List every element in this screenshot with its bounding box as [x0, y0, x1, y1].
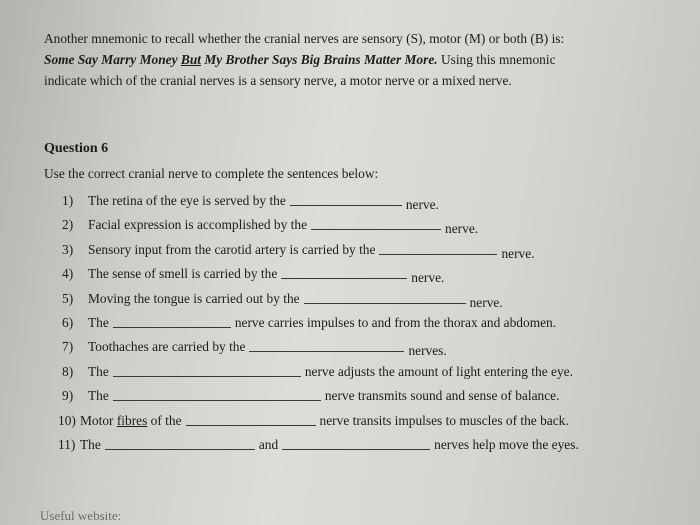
mnemonic-text: Some Say Marry Money: [44, 52, 181, 67]
item-text-after: nerves help move the eyes.: [434, 436, 579, 452]
item-text-underlined: fibres: [116, 412, 148, 428]
question-items: [58, 193, 662, 461]
question-item-2: [62, 217, 662, 241]
intro-line-2: [44, 49, 644, 70]
intro-instruction: indicate which of the cranial nerves is a sensory nerve, a motor nerve or a mixed nerve.: [44, 73, 512, 88]
intro-line-2-rest: Using this mnemonic: [437, 52, 556, 67]
answer-blank[interactable]: [311, 217, 441, 230]
item-number: 5): [62, 290, 74, 306]
answer-blank[interactable]: [113, 388, 321, 401]
item-number: 11): [58, 436, 76, 452]
item-text-after: nerve.: [469, 294, 503, 310]
question-instruction: Use the correct cranial nerve to complete the sentences below:: [44, 166, 379, 181]
item-number: 2): [62, 217, 74, 233]
question-item-8: [62, 364, 662, 388]
item-text: Sensory input from the carotid artery is carried by the: [88, 241, 376, 257]
item-text-after: nerve transits impulses to muscles of the back.: [319, 412, 569, 428]
item-text-after: nerve.: [501, 245, 535, 261]
item-number: 1): [62, 193, 74, 208]
item-text: Toothaches are carried by the: [88, 339, 246, 355]
question-item-10: [58, 413, 662, 437]
question-item-3: [62, 242, 662, 266]
answer-blank[interactable]: [113, 364, 301, 377]
question-item-4: [62, 266, 662, 290]
question-item-6: [62, 315, 662, 339]
item-text-after: nerve.: [445, 221, 479, 237]
answer-blank[interactable]: [304, 291, 466, 304]
answer-blank[interactable]: [113, 315, 231, 328]
item-text-after: nerve transmits sound and sense of balance.: [324, 388, 560, 404]
item-text: The: [88, 363, 109, 379]
intro-line-1: [44, 28, 644, 49]
item-text-after: nerve adjusts the amount of light entering the eye.: [304, 363, 573, 379]
item-number: 9): [62, 388, 74, 404]
item-text: The retina of the eye is served by the: [88, 193, 286, 208]
item-text-after: nerve.: [405, 197, 439, 212]
question-item-7: [62, 339, 662, 363]
answer-blank-2[interactable]: [282, 437, 430, 450]
answer-blank[interactable]: [249, 339, 404, 352]
intro-line-3: [44, 70, 644, 91]
item-number: 6): [62, 314, 74, 330]
item-text: The: [88, 388, 109, 404]
item-number: 8): [62, 363, 74, 379]
item-text-mid: and: [258, 436, 279, 452]
mnemonic-but: But: [180, 52, 201, 67]
item-text: The: [88, 314, 109, 330]
item-text: The: [80, 436, 101, 452]
item-text: Moving the tongue is carried out by the: [88, 290, 300, 306]
item-number: 7): [62, 339, 74, 355]
item-text-after: nerve.: [411, 270, 445, 286]
question-item-1: [62, 193, 662, 217]
item-text: The sense of smell is carried by the: [88, 266, 278, 282]
answer-blank[interactable]: [186, 413, 316, 426]
answer-blank[interactable]: [105, 437, 255, 450]
intro-text: Another mnemonic to recall whether the cranial nerves are sensory (S), motor (M) or both (B) is:: [44, 31, 565, 46]
mnemonic-text-rest: My Brother Says Big Brains Matter More.: [201, 52, 438, 67]
question-title: Question 6: [44, 141, 109, 156]
item-number: 4): [62, 266, 74, 282]
intro-paragraph: [44, 28, 644, 91]
question-item-9: [62, 388, 662, 412]
question-item-11: [58, 437, 662, 461]
item-number: 10): [58, 412, 76, 428]
item-text-after: nerve carries impulses to and from the thorax and abdomen.: [234, 314, 557, 330]
footer-note: Useful website:: [40, 508, 122, 523]
item-number: 3): [62, 241, 74, 257]
item-text: Facial expression is accomplished by the: [88, 217, 308, 233]
answer-blank[interactable]: [290, 193, 402, 206]
item-text: Motor: [80, 412, 117, 428]
item-text-cont: of the: [147, 412, 182, 428]
answer-blank[interactable]: [379, 242, 497, 255]
answer-blank[interactable]: [281, 266, 407, 279]
item-text-after: nerves.: [408, 343, 447, 359]
question-item-5: [62, 291, 662, 315]
